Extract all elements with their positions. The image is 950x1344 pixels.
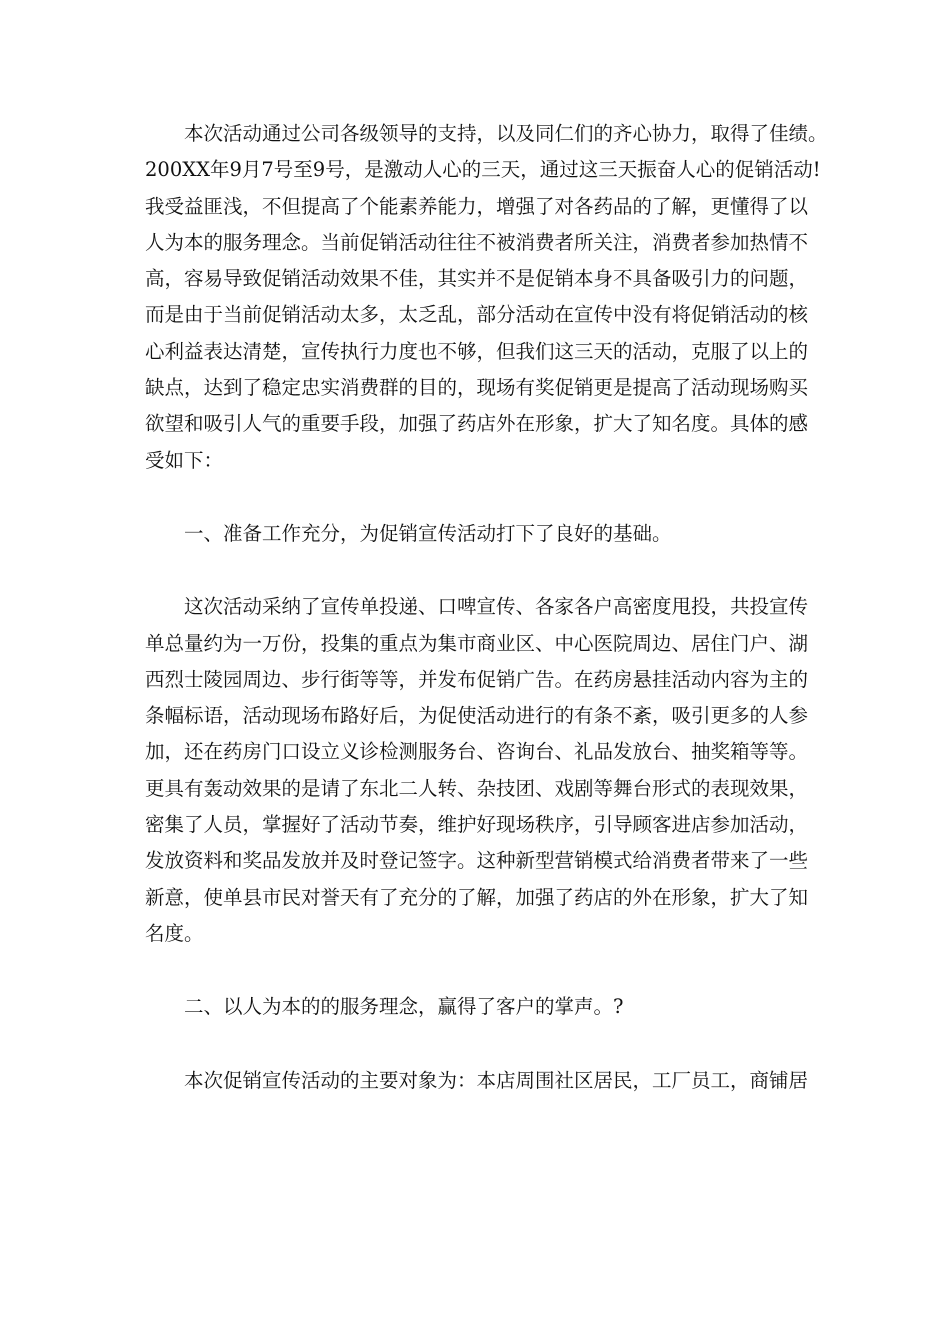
document-page: [145, 116, 828, 1099]
text-line: 名度。: [145, 921, 204, 945]
text-line: 而是由于当前促销活动太多，太乏乱，部分活动在宣传中没有将促销活动的核: [145, 303, 809, 327]
paragraph-intro: [145, 116, 828, 479]
text-line: 受如下：: [145, 448, 224, 472]
text-line: 欲望和吸引人气的重要手段，加强了药店外在形象，扩大了知名度。具体的感: [145, 412, 809, 436]
text-line: 条幅标语，活动现场布路好后，为促使活动进行的有条不紊，吸引更多的人参: [145, 704, 809, 728]
paragraph-target-audience: [145, 1063, 809, 1099]
paragraph-preparation: [145, 589, 809, 952]
paragraph-gap: [145, 1026, 805, 1063]
paragraph-gap: [145, 479, 805, 516]
text-line: 我受益匪浅，不但提高了个能素养能力，增强了对各药品的了解，更懂得了以: [145, 194, 809, 218]
text-line: 密集了人员，掌握好了活动节奏，维护好现场秩序，引导顾客进店参加活动，: [145, 813, 809, 837]
text-line: 人为本的服务理念。当前促销活动往往不被消费者所关注，消费者参加热情不: [145, 230, 809, 254]
paragraph-gap: [145, 552, 805, 589]
text-line: 200XX年9月7号至9号，是激动人心的三天，通过这三天振奋人心的促销活动!: [145, 158, 821, 182]
text-line: 加，还在药房门口设立义诊检测服务台、咨询台、礼品发放台、抽奖箱等等。: [145, 740, 809, 764]
text-line: 发放资料和奖品发放并及时登记签字。这种新型营销模式给消费者带来了一些: [145, 849, 809, 873]
text-line: 缺点，达到了稳定忠实消费群的目的，现场有奖促销更是提高了活动现场购买: [145, 376, 809, 400]
text-line: 高，容易导致促销活动效果不佳，其实并不是促销本身不具备吸引力的问题，: [145, 267, 809, 291]
section-heading-2: 二、以人为本的的服务理念，赢得了客户的掌声。?: [184, 995, 624, 1019]
text-line: 西烈士陵园周边、步行街等等，并发布促销广告。在药房悬挂活动内容为主的: [145, 667, 809, 691]
text-line: 单总量约为一万份，投集的重点为集市商业区、中心医院周边、居住门户、湖: [145, 631, 809, 655]
text-line: 心利益表达清楚，宣传执行力度也不够，但我们这三天的活动，克服了以上的: [145, 339, 809, 363]
text-line: 更具有轰动效果的是请了东北二人转、杂技团、戏剧等舞台形式的表现效果，: [145, 776, 809, 800]
text-line: 这次活动采纳了宣传单投递、口啤宣传、各家各户高密度甩投，共投宣传: [184, 595, 809, 619]
section-heading-1: 一、准备工作充分，为促销宣传活动打下了良好的基础。: [184, 521, 672, 545]
text-line: 本次促销宣传活动的主要对象为：本店周围社区居民，工厂员工，商铺居: [184, 1068, 809, 1092]
text-line: 本次活动通过公司各级领导的支持，以及同仁们的齐心协力，取得了佳绩。: [184, 122, 828, 145]
text-line: 新意，使单县市民对誉天有了充分的了解，加强了药店的外在形象，扩大了知: [145, 885, 809, 909]
paragraph-gap: [145, 952, 805, 989]
